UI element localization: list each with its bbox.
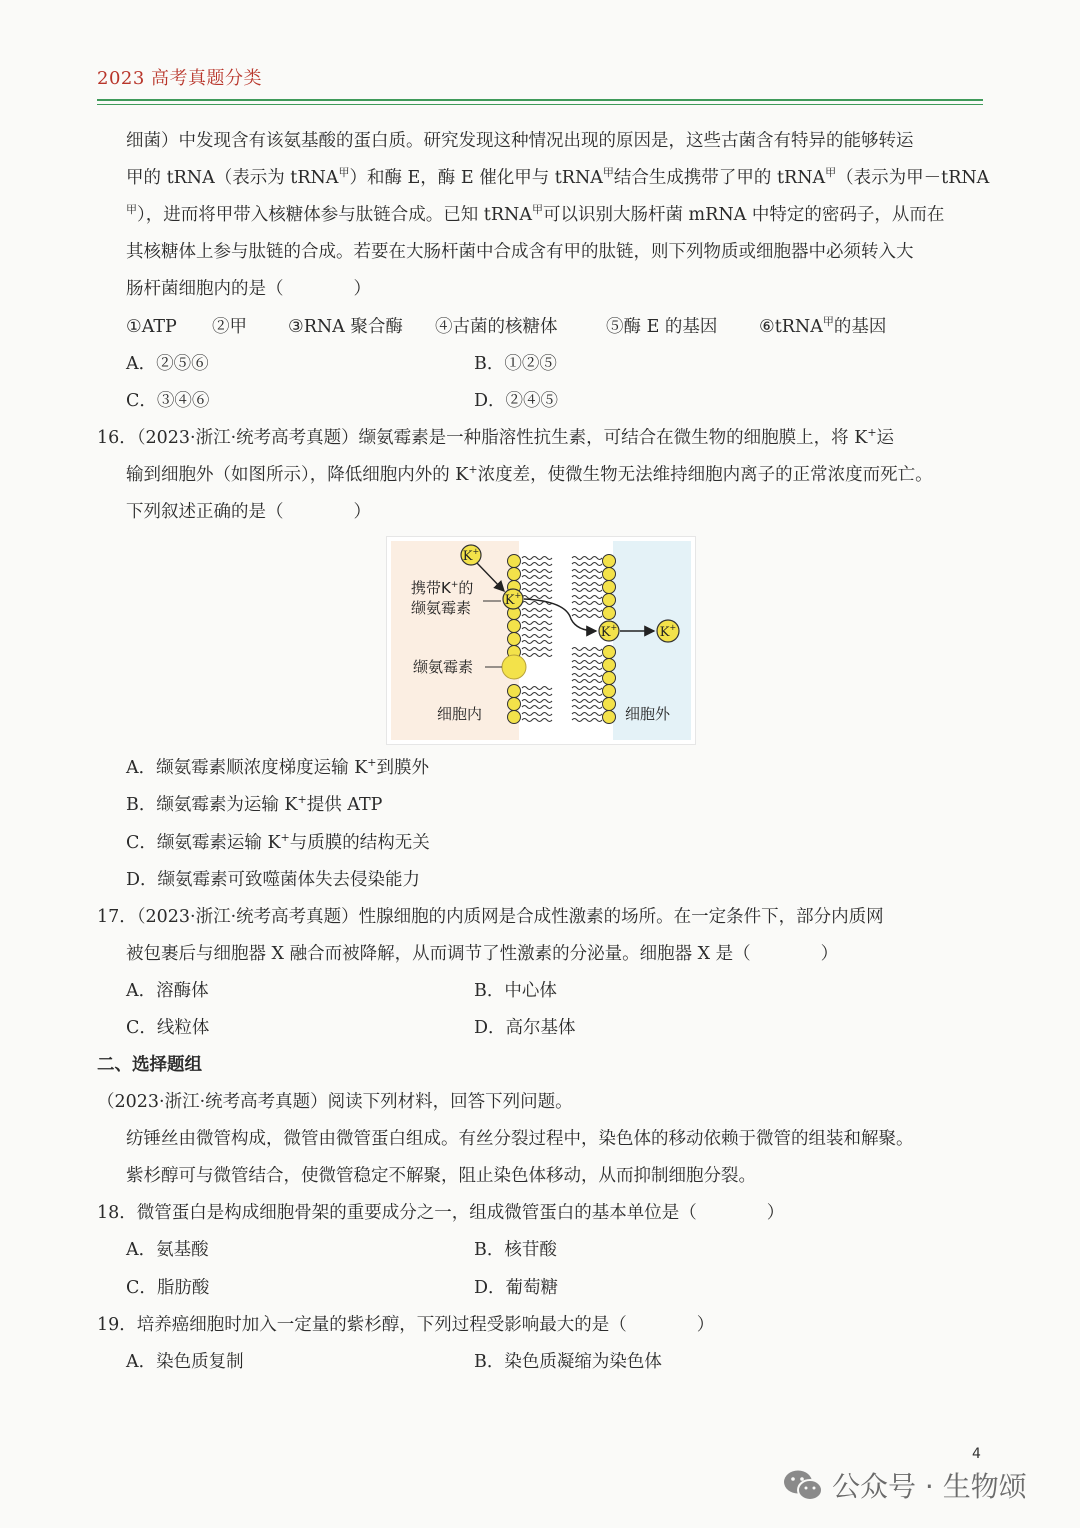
lipid-tail: [572, 661, 602, 664]
wechat-icon: [782, 1467, 824, 1503]
watermark-text: 公众号 · 生物颂: [832, 1470, 1027, 1503]
q16-option-b[interactable]: B．缬氨霉素为运输 K+提供 ATP: [126, 793, 383, 815]
lipid-tail: [572, 589, 602, 592]
q17-option-d[interactable]: D．高尔基体: [474, 1018, 576, 1038]
lipid-tail: [572, 609, 602, 612]
header-rule-thick: [97, 99, 983, 101]
q17-line-2: 被包裹后与细胞器 X 融合而被降解，从而调节了性激素的分泌量。细胞器 X 是（ ）: [126, 944, 839, 964]
lipid-tail: [522, 713, 552, 716]
q16-option-c[interactable]: C．缬氨霉素运输 K+与质膜的结构无关: [126, 831, 430, 853]
lipid-head: [508, 568, 521, 581]
q15-item-2: ②甲: [212, 317, 247, 337]
q17-option-b[interactable]: B．中心体: [474, 981, 557, 1001]
material-line-2: 紫杉醇可与微管结合，使微管稳定不解聚，阻止染色体移动，从而抑制细胞分裂。: [126, 1166, 756, 1186]
lipid-tail: [572, 563, 602, 566]
watermark: [782, 1465, 1027, 1505]
membrane-tails-right: [572, 557, 602, 722]
lipid-tail: [572, 719, 602, 722]
q19-option-a[interactable]: A．染色质复制: [126, 1352, 244, 1372]
q15-line-5: 肠杆菌细胞内的是（ ）: [126, 279, 371, 299]
valinomycin-molecule: [502, 655, 526, 679]
lipid-tail: [522, 654, 552, 657]
lipid-head: [508, 698, 521, 711]
label-inside: 细胞内: [437, 705, 483, 723]
lipid-tail: [522, 563, 552, 566]
lipid-head: [603, 672, 616, 685]
header-rule-thin: [97, 104, 983, 105]
q18-option-c[interactable]: C．脂肪酸: [126, 1278, 210, 1298]
q15-item-5: ⑤酶 E 的基因: [606, 317, 718, 337]
q17-line-1: 17．（2023·浙江·统考高考真题）性腺细胞的内质网是合成性激素的场所。在一定条件下，部分内质网: [97, 907, 884, 927]
lipid-head: [603, 555, 616, 568]
q17-option-c[interactable]: C．线粒体: [126, 1018, 210, 1038]
lipid-head: [508, 620, 521, 633]
section-title: 二、选择题组: [97, 1055, 202, 1075]
lipid-tail: [522, 622, 552, 625]
label-valinomycin: 缬氨霉素: [413, 658, 474, 676]
lipid-tail: [522, 557, 552, 560]
q15-line-4: 其核糖体上参与肽链的合成。若要在大肠杆菌中合成含有甲的肽链，则下列物质或细胞器中必须转入大: [126, 242, 914, 262]
lipid-tail: [522, 635, 552, 638]
q15-item-4: ④古菌的核糖体: [435, 317, 558, 337]
header-title: 2023 高考真题分类: [97, 68, 263, 89]
q15-item-3: ③RNA 聚合酶: [288, 317, 403, 337]
lipid-tail: [572, 557, 602, 560]
lipid-tail: [572, 706, 602, 709]
lipid-head: [508, 685, 521, 698]
q15-item-6: ⑥tRNA$^甲$的基因: [759, 315, 887, 337]
lipid-tail: [522, 609, 552, 612]
k-ion-exiting: [599, 621, 619, 641]
lipid-tail: [572, 680, 602, 683]
lipid-tail: [572, 570, 602, 573]
lipid-tail: [572, 654, 602, 657]
k-ion-top: [461, 545, 481, 565]
lipid-head: [603, 711, 616, 724]
lipid-head: [508, 633, 521, 646]
q18-option-d[interactable]: D．葡萄糖: [474, 1278, 559, 1298]
valinomycin-figure: [386, 536, 696, 745]
lipid-tail: [572, 596, 602, 599]
q15-option-c[interactable]: C．③④⑥: [126, 391, 210, 411]
membrane-diagram: [391, 541, 691, 740]
lipid-tail: [572, 576, 602, 579]
q15-line-1: 细菌）中发现含有该氨基酸的蛋白质。研究发现这种情况出现的原因是，这些古菌含有特异的能够转运: [126, 131, 914, 151]
lipid-tail: [522, 687, 552, 690]
k-ion-carrier: [503, 589, 523, 609]
svg-text:K+: K+: [600, 623, 618, 640]
q19-option-b[interactable]: B．染色质凝缩为染色体: [474, 1352, 662, 1372]
lipid-head: [508, 555, 521, 568]
q18-option-a[interactable]: A．氨基酸: [126, 1240, 209, 1260]
q17-option-a[interactable]: A．溶酶体: [126, 981, 209, 1001]
section-source: （2023·浙江·统考高考真题）阅读下列材料，回答下列问题。: [97, 1092, 573, 1112]
lipid-head: [603, 659, 616, 672]
q16-option-a[interactable]: A．缬氨霉素顺浓度梯度运输 K+到膜外: [126, 756, 429, 778]
material-line-1: 纺锤丝由微管构成，微管由微管蛋白组成。有丝分裂过程中，染色体的移动依赖于微管的组装和解聚。: [126, 1129, 914, 1149]
lipid-tail: [572, 713, 602, 716]
lipid-head: [603, 594, 616, 607]
svg-text:K+: K+: [659, 623, 677, 640]
lipid-tail: [572, 583, 602, 586]
lipid-tail: [522, 628, 552, 631]
q18-option-b[interactable]: B．核苷酸: [474, 1240, 557, 1260]
q15-item-1: ①ATP: [126, 317, 177, 337]
lipid-tail: [522, 648, 552, 651]
label-carrier-line1: 携带K+的: [411, 579, 474, 597]
q16-option-d[interactable]: D．缬氨霉素可致噬菌体失去侵染能力: [126, 870, 421, 890]
lipid-tail: [572, 667, 602, 670]
svg-text:K+: K+: [504, 591, 522, 608]
lipid-tail: [522, 576, 552, 579]
k-ion-outside: [657, 620, 679, 642]
q16-line-1: 16．（2023·浙江·统考高考真题）缬氨霉素是一种脂溶性抗生素，可结合在微生物的细胞膜上，将 K+运: [97, 426, 895, 448]
lipid-head: [603, 581, 616, 594]
lipid-tail: [522, 706, 552, 709]
q19-stem: 19．培养癌细胞时加入一定量的紫杉醇，下列过程受影响最大的是（ ）: [97, 1315, 715, 1335]
q15-line-3: $^甲$），进而将甲带入核糖体参与肽链合成。已知 tRNA$^甲$可以识别大肠杆菌 mRNA 中特定的密码子，从而在: [126, 203, 945, 225]
q15-option-d[interactable]: D．②④⑤: [474, 391, 559, 411]
lipid-head: [603, 568, 616, 581]
q18-stem: 18．微管蛋白是构成细胞骨架的重要成分之一，组成微管蛋白的基本单位是（ ）: [97, 1203, 785, 1223]
label-carrier-line2: 缬氨霉素: [411, 599, 472, 617]
lipid-tail: [572, 648, 602, 651]
lipid-tail: [572, 700, 602, 703]
lipid-head: [603, 607, 616, 620]
q15-line-2: 甲的 tRNA（表示为 tRNA$^甲$）和酶 E，酶 E 催化甲与 tRNA$^甲$结合生成携带了甲的 tRNA$^甲$（表示为甲－tRNA: [126, 166, 990, 188]
q15-option-a[interactable]: A．②⑤⑥: [126, 354, 209, 374]
lipid-tail: [572, 674, 602, 677]
lipid-tail: [572, 602, 602, 605]
page-number: 4: [972, 1446, 981, 1462]
lipid-head: [508, 711, 521, 724]
q16-line-3: 下列叙述正确的是（ ）: [126, 502, 371, 522]
lipid-tail: [572, 693, 602, 696]
lipid-tail: [522, 693, 552, 696]
label-outside: 细胞外: [625, 705, 671, 723]
lipid-tail: [522, 589, 552, 592]
svg-text:K+: K+: [462, 547, 480, 564]
lipid-head: [603, 646, 616, 659]
lipid-tail: [522, 641, 552, 644]
q15-option-b[interactable]: B．①②⑤: [474, 354, 557, 374]
lipid-head: [603, 685, 616, 698]
lipid-tail: [572, 615, 602, 618]
lipid-tail: [522, 615, 552, 618]
lipid-tail: [572, 687, 602, 690]
membrane-tails-left: [522, 557, 552, 722]
lipid-head: [603, 698, 616, 711]
lipid-tail: [522, 570, 552, 573]
lipid-tail: [522, 583, 552, 586]
q16-line-2: 输到细胞外（如图所示），降低细胞内外的 K+浓度差，使微生物无法维持细胞内离子的正常浓度而死亡。: [126, 463, 933, 485]
lipid-tail: [522, 596, 552, 599]
lipid-tail: [522, 719, 552, 722]
lipid-tail: [522, 700, 552, 703]
